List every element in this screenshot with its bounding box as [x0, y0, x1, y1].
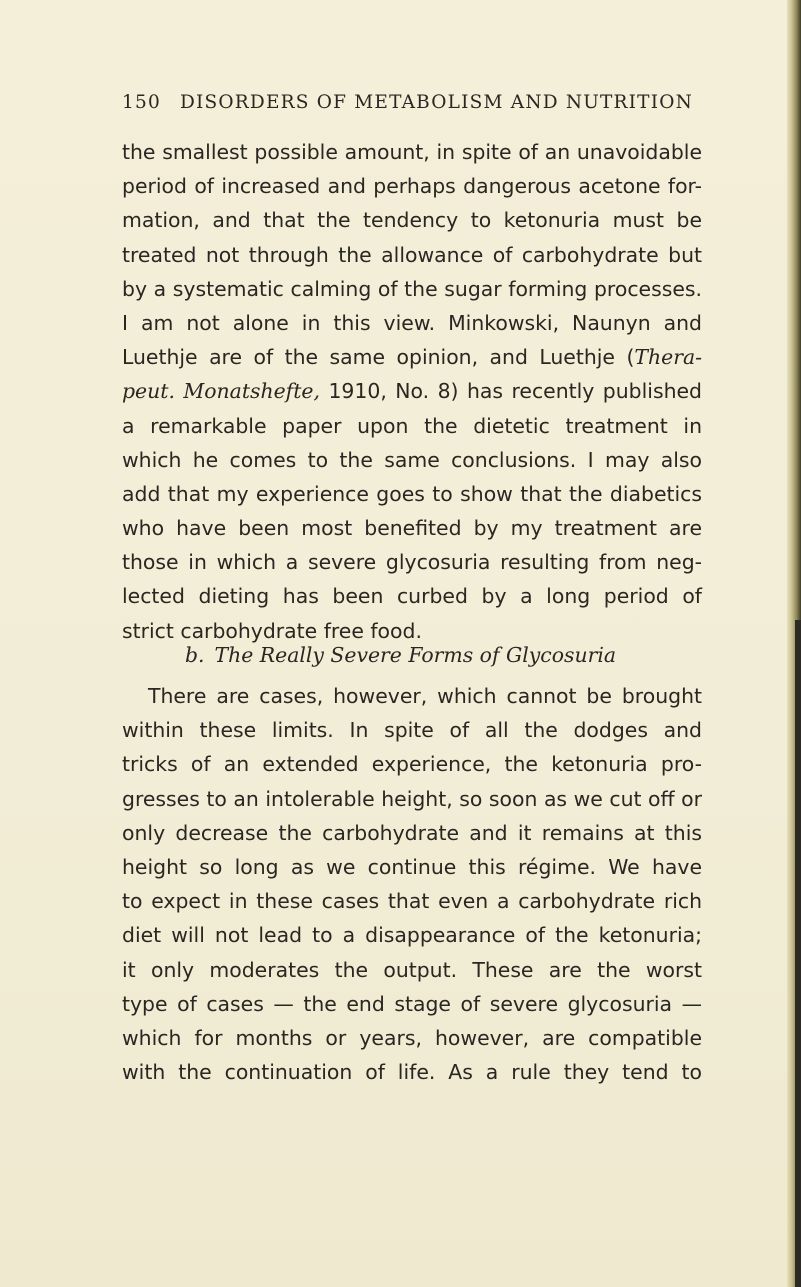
text-segment: Luethje are of the same opinion, and Luethje (: [122, 345, 635, 370]
text-line: type of cases — the end stage of severe glycosuria —: [122, 991, 702, 1016]
text-line: height so long as we continue this régime. We have: [122, 854, 702, 879]
text-line: mation, and that the tendency to ketonuria must be: [122, 208, 702, 233]
text-line: it only moderates the output. These are the worst: [122, 957, 702, 982]
text-line: strict carbohydrate free food.: [122, 618, 422, 643]
text-segment: 1910, No. 8) has recently published: [319, 379, 702, 404]
text-line: [122, 374, 702, 408]
text-line: treated not through the allowance of carbohydrate but: [122, 242, 702, 267]
text-line: those in which a severe glycosuria resulting from neg-: [122, 550, 702, 575]
journal-title-part: peut. Monatshefte,: [122, 379, 320, 404]
section-heading: [0, 643, 801, 667]
paragraph-2: [122, 679, 702, 1089]
page-number: 150: [122, 92, 161, 113]
text-line: to expect in these cases that even a carbohydrate rich: [122, 889, 702, 914]
paragraph-1: [122, 135, 702, 648]
text-line: who have been most benefited by my treatment are: [122, 516, 702, 541]
text-line: gresses to an intolerable height, so soon as we cut off or: [122, 786, 702, 811]
page-edge-dark: [795, 620, 801, 1287]
text-line: only decrease the carbohydrate and it remains at this: [122, 820, 702, 845]
text-line: add that my experience goes to show that the diabetics: [122, 481, 702, 506]
running-title: DISORDERS OF METABOLISM AND NUTRITION: [180, 92, 693, 113]
text-line: by a systematic calming of the sugar forming processes.: [122, 276, 702, 301]
text-line: tricks of an extended experience, the ketonuria pro-: [122, 752, 702, 777]
journal-title-part: Thera-: [634, 345, 702, 370]
section-letter: b.: [184, 643, 205, 667]
text-line: within these limits. In spite of all the dodges and: [122, 718, 702, 743]
text-line: which for months or years, however, are compatible: [122, 1025, 702, 1050]
running-header: [122, 92, 722, 113]
text-line: a remarkable paper upon the dietetic treatment in: [122, 413, 702, 438]
section-title: The Really Severe Forms of Glycosuria: [214, 643, 617, 667]
text-line: [122, 340, 702, 374]
text-line: period of increased and perhaps dangerous acetone for-: [122, 174, 702, 199]
text-line: which he comes to the same conclusions. I may also: [122, 447, 702, 472]
text-line: diet will not lead to a disappearance of the ketonuria;: [122, 923, 702, 948]
text-line: lected dieting has been curbed by a long period of: [122, 584, 702, 609]
text-line: with the continuation of life. As a rule they tend to: [122, 1060, 702, 1085]
text-line: the smallest possible amount, in spite of an unavoidable: [122, 140, 702, 164]
text-line: I am not alone in this view. Minkowski, Naunyn and: [122, 310, 702, 335]
text-line: There are cases, however, which cannot be brought: [148, 684, 702, 708]
